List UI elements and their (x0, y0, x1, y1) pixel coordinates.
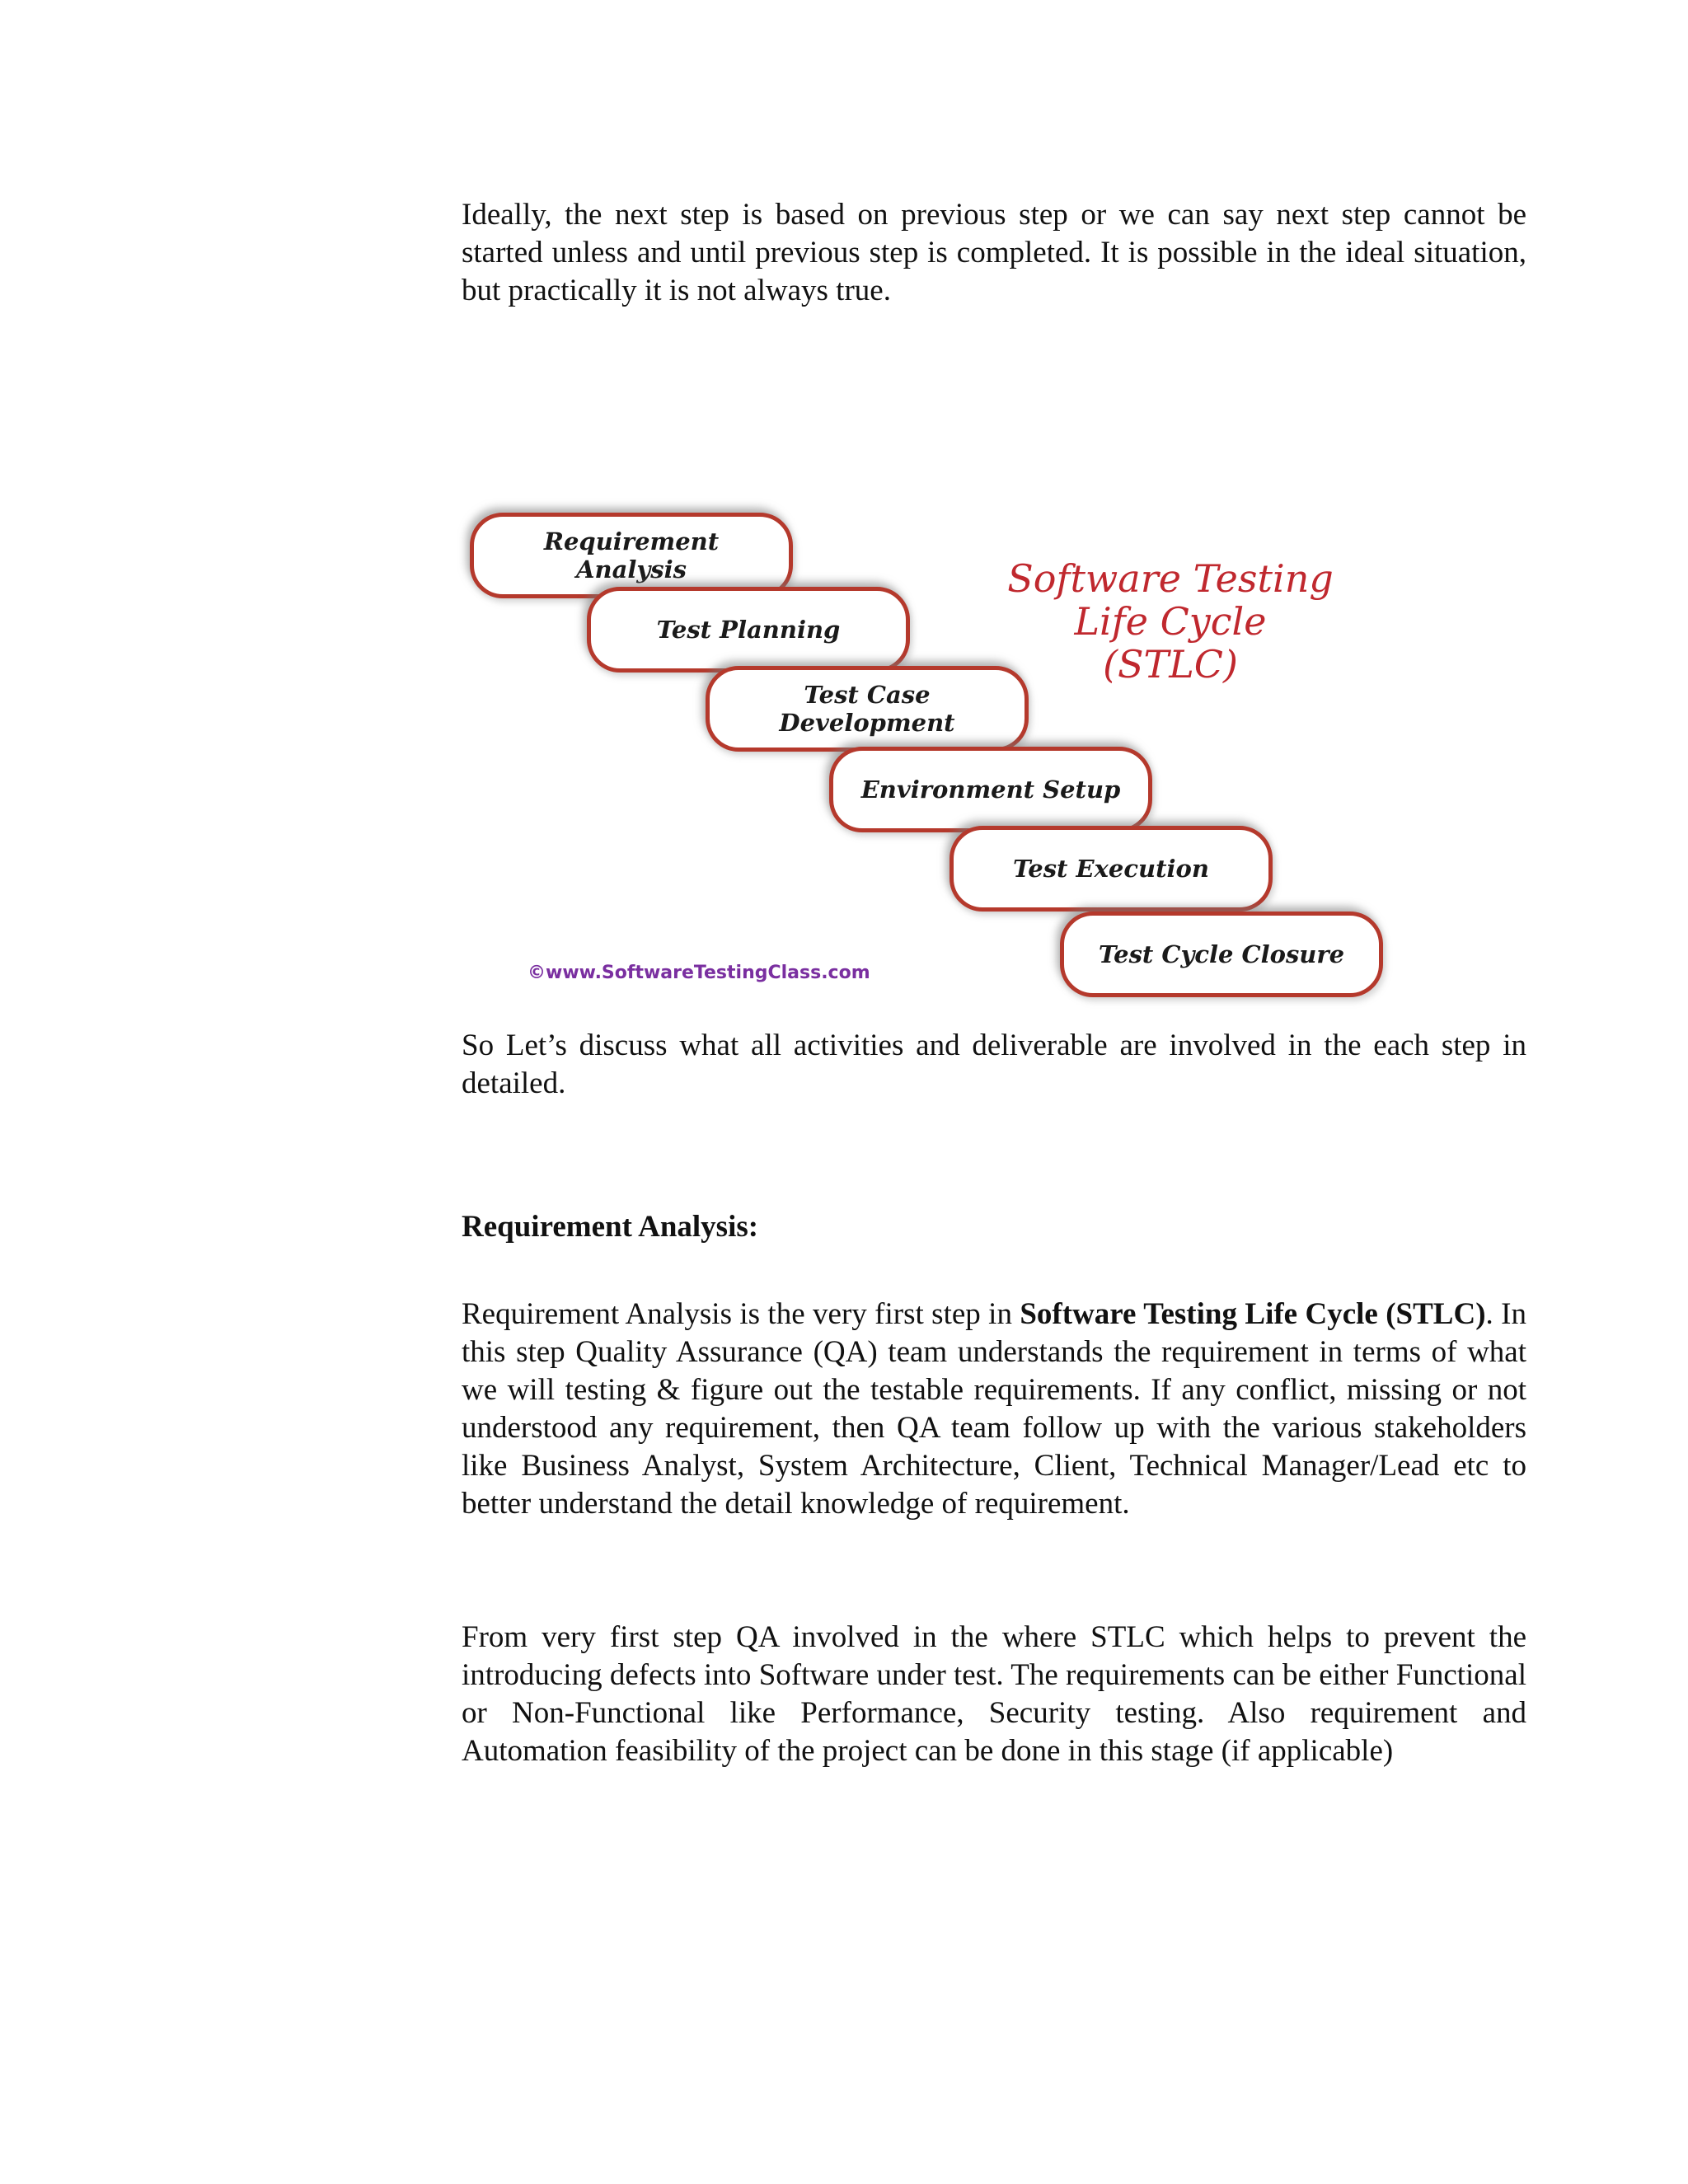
step-test-planning: Test Planning (587, 587, 910, 673)
section-heading: Requirement Analysis: (462, 1210, 759, 1244)
step-test-case-development: Test Case Development (706, 666, 1029, 752)
step-test-execution: Test Execution (950, 826, 1273, 912)
requirement-analysis-paragraph (462, 1296, 1526, 1523)
copyright-text: ©www.SoftwareTestingClass.com (528, 963, 870, 983)
step-requirement-analysis: Requirement Analysis (470, 513, 793, 598)
step-test-cycle-closure: Test Cycle Closure (1060, 912, 1383, 997)
req-text-start: Requirement Analysis is the very first step in (462, 1297, 1020, 1331)
discuss-paragraph: So Let’s discuss what all activities and deliverable are involved in the each step in detailed. (462, 1029, 1526, 1100)
intro-paragraph: Ideally, the next step is based on previous step or we can say next step cannot be started unless and until previous step is completed. It is possible in the ideal situation, but practically it is not always true. (462, 198, 1526, 307)
step-environment-setup: Environment Setup (829, 747, 1152, 832)
req-text-bold: Software Testing Life Cycle (STLC) (1020, 1297, 1486, 1331)
req-text-end: . In this step Quality Assurance (QA) team understands the requirement in terms of what we will testing & figure out the testable requirements. If any conflict, missing or not understood any requirement, then QA team follow up with the various stakeholders like Business Analyst, System Architecture, Client, Technical Manager/Lead etc to better understand the detail knowledge of requirement. (462, 1297, 1527, 1521)
from-first-step-paragraph: From very first step QA involved in the where STLC which helps to prevent the introducing defects into Software under test. The requirements can be either Functional or Non-Functional like Performance, Security testing. Also requirement and Automation feasibility of the project can be done in this stage (if applicable) (462, 1620, 1526, 1768)
stlc-diagram (462, 494, 1401, 1010)
diagram-title: Software Testing Life Cycle (STLC) (1007, 556, 1334, 687)
